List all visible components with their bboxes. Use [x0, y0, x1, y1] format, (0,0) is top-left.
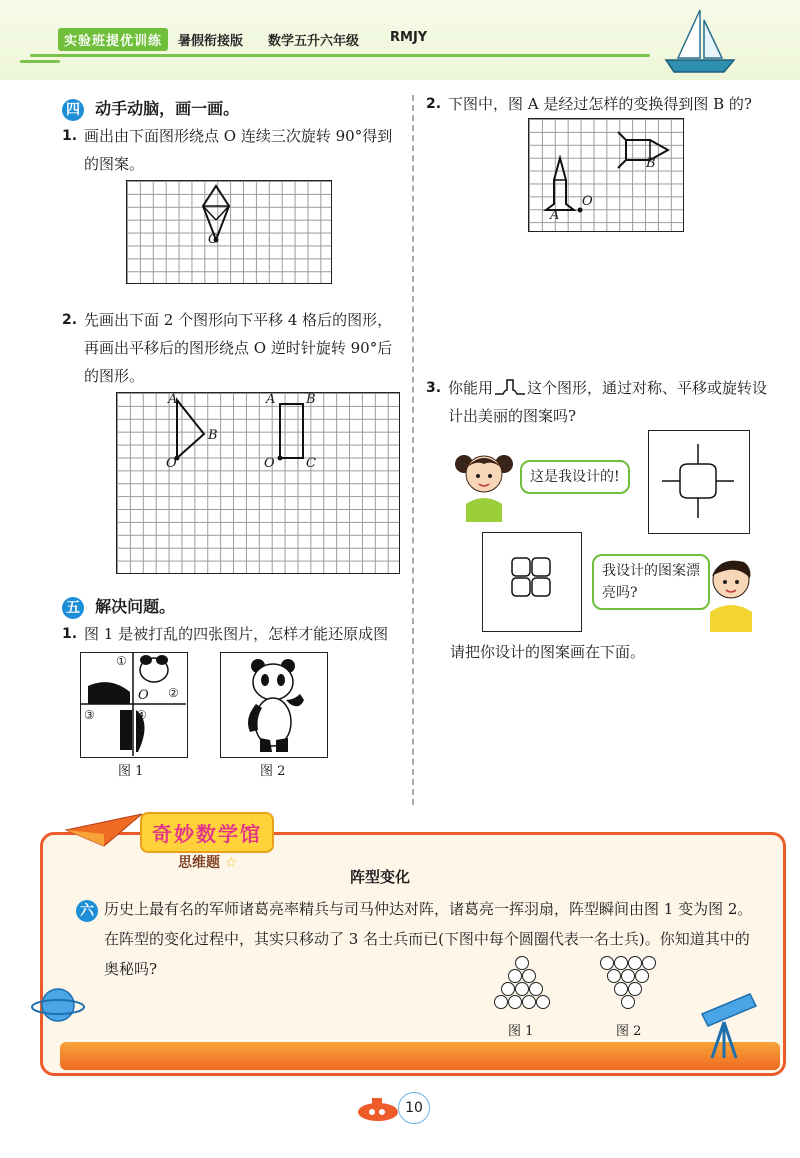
drawing-instruction: 请把你设计的图案画在下面。	[450, 643, 646, 661]
thinking-label-text: 思维题	[178, 855, 220, 871]
q3-text-after: 这个图形，通过对称、平移或旋转设计出美丽的图案吗?	[448, 379, 768, 425]
thinking-label	[178, 852, 237, 872]
piece-label: ①	[116, 654, 127, 668]
point-label: A	[168, 392, 178, 407]
section-title: 动手动脑，画一画。	[95, 99, 240, 118]
soldier-circle	[614, 982, 628, 996]
column-divider	[412, 95, 414, 805]
point-label: A	[550, 208, 560, 223]
point-label: O	[166, 456, 177, 471]
question-number: 3.	[426, 380, 442, 396]
paper-plane-icon	[64, 810, 144, 850]
series-tag: 实验班提优训练	[58, 28, 168, 51]
planet-icon	[30, 980, 86, 1030]
speech-bubble-girl: 这是我设计的!	[520, 460, 630, 494]
soldier-circle	[600, 956, 614, 970]
soldier-circle	[614, 956, 628, 970]
point-label: O	[264, 456, 275, 471]
formation-figure-1	[492, 956, 552, 1016]
soldier-circle	[628, 982, 642, 996]
soldier-circle	[635, 969, 649, 983]
point-label: A	[266, 392, 276, 407]
soldier-circle	[508, 969, 522, 983]
point-label: C	[306, 456, 316, 471]
section-title: 解决问题。	[95, 597, 176, 616]
page-number: 10	[398, 1092, 430, 1124]
design-pattern-2	[482, 532, 580, 630]
section-badge: 五	[62, 597, 84, 619]
soldier-circle	[494, 995, 508, 1009]
boy-avatar	[700, 554, 762, 632]
puzzle-pieces	[80, 652, 186, 756]
fun-banner: 奇妙数学馆	[140, 812, 274, 853]
design-pattern-1	[648, 430, 748, 532]
kite-figure	[126, 180, 332, 284]
point-label: O	[582, 194, 593, 209]
arch-shape-icon	[493, 378, 527, 396]
soldier-circle	[536, 995, 550, 1009]
figure-caption: 图 2	[260, 764, 286, 779]
section-4-header	[62, 96, 239, 121]
soldier-circle	[515, 956, 529, 970]
header-rule	[30, 54, 650, 57]
submarine-icon	[354, 1094, 400, 1124]
question-number: 1.	[62, 128, 78, 144]
soldier-circle	[642, 956, 656, 970]
figure-caption: 图 1	[118, 764, 144, 779]
soldier-circle	[628, 956, 642, 970]
soldier-circle	[501, 982, 515, 996]
subject-label: 数学五升六年级	[268, 34, 360, 49]
question-text: 先画出下面 2 个图形向下平移 4 格后的图形，再画出平移后的图形绕点 O 逆时针旋转 90°后的图形。	[84, 311, 393, 385]
point-label: O	[138, 688, 149, 703]
question-number: 2.	[62, 312, 78, 328]
section-badge: 六	[76, 900, 98, 922]
question-number: 1.	[62, 626, 78, 642]
piece-label: ③	[84, 708, 95, 722]
question-text: 画出由下面图形绕点 O 连续三次旋转 90°得到的图案。	[84, 127, 393, 173]
section-badge: 四	[62, 99, 84, 121]
point-label: B	[646, 156, 656, 171]
edition-label: 暑假衔接版	[178, 34, 244, 49]
formation-figure-2	[598, 956, 660, 1016]
q3-text-before: 你能用	[448, 379, 494, 397]
figure-caption: 图 1	[508, 1024, 534, 1039]
soldier-circle	[607, 969, 621, 983]
piece-label: ②	[168, 686, 179, 700]
piece-label: ④	[136, 708, 147, 722]
problem-6-title: 阵型变化	[350, 868, 411, 886]
soldier-circle	[522, 969, 536, 983]
point-label: B	[208, 428, 218, 443]
translate-figures	[116, 392, 400, 574]
code-label: RMJY	[390, 30, 428, 45]
problem-6-badge-wrap	[76, 900, 98, 922]
speech-bubble-boy: 我设计的图案漂亮吗?	[592, 554, 710, 610]
question-text-3	[448, 374, 778, 430]
scroll-roll	[60, 1042, 780, 1070]
star-icon: ☆	[224, 855, 238, 871]
question-number: 2.	[426, 96, 442, 112]
soldier-circle	[621, 969, 635, 983]
girl-avatar	[452, 446, 516, 522]
problem-6-text: 历史上最有名的军师诸葛亮率精兵与司马仲达对阵，诸葛亮一挥羽扇，阵型瞬间由图 1 变为图 2。在阵型的变化过程中，其实只移动了 3 名士兵而已(下图中每个圆圈代表一名士兵)。你知道其中的奥秘吗?	[104, 900, 753, 978]
point-label: O	[208, 232, 219, 247]
figure-caption: 图 2	[616, 1024, 642, 1039]
question-text: 下图中，图 A 是经过怎样的变换得到图 B 的?	[448, 95, 752, 113]
section-5-header	[62, 594, 175, 619]
soldier-circle	[621, 995, 635, 1009]
question-text: 图 1 是被打乱的四张图片，怎样才能还原成图	[84, 625, 389, 643]
soldier-circle	[522, 995, 536, 1009]
soldier-circle	[515, 982, 529, 996]
soldier-circle	[508, 995, 522, 1009]
sailboat-icon	[660, 6, 740, 78]
panda-image	[220, 652, 326, 756]
point-label: B	[306, 392, 316, 407]
telescope-icon	[694, 984, 764, 1060]
header-rule-left	[20, 60, 60, 63]
soldier-circle	[529, 982, 543, 996]
